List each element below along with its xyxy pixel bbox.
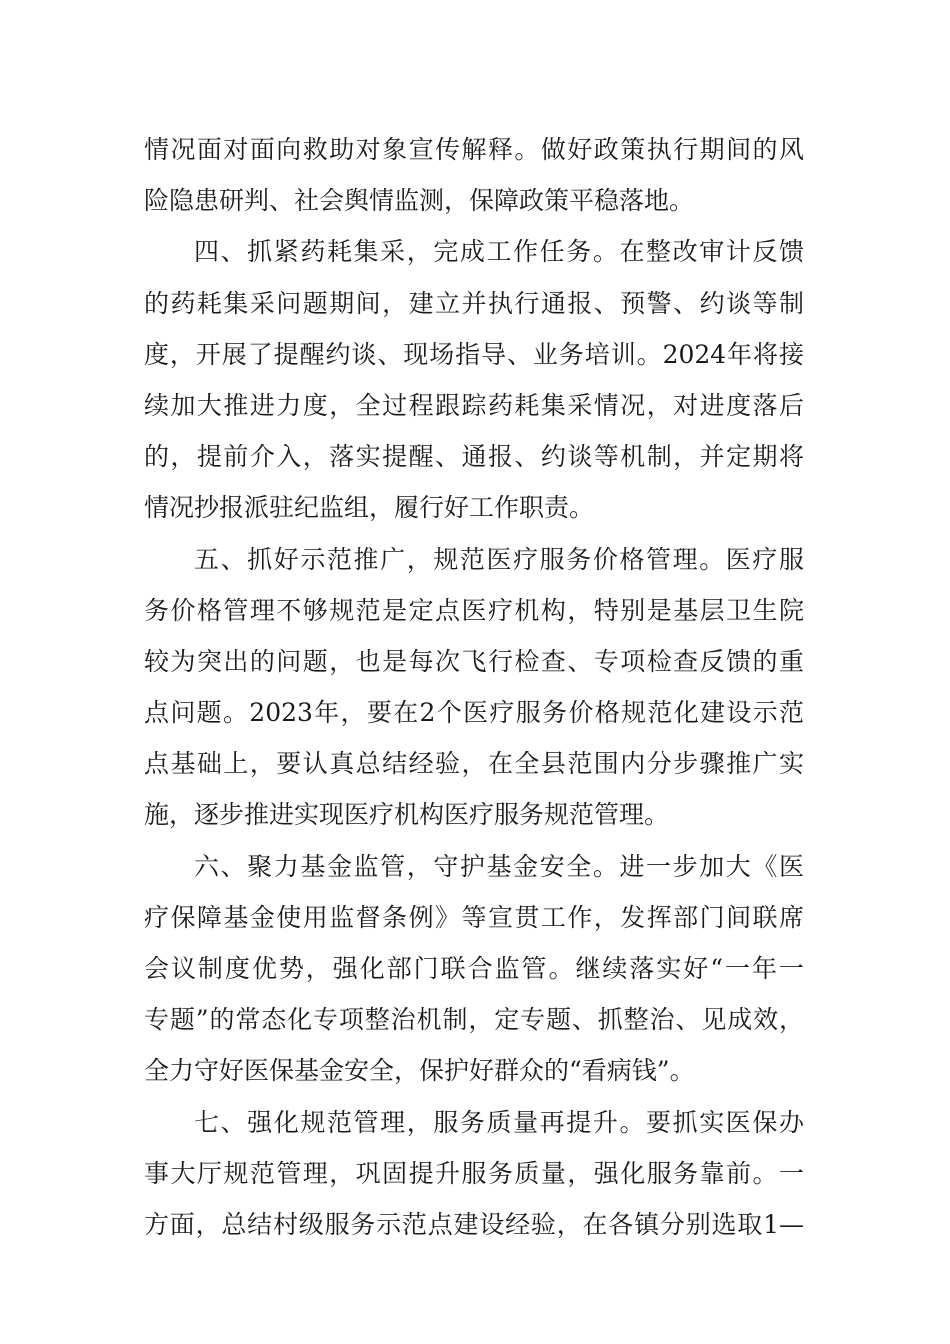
text-line: 施，逐步推进实现医疗机构医疗服务规范管理。 [144, 800, 670, 830]
text-line: 度，开展了提醒约谈、现场指导、业务培训。2024年将接 [144, 339, 804, 369]
section-heading-line: 五、抓好示范推广，规范医疗服务价格管理。医疗服 [194, 544, 804, 574]
text-line: 全力守好医保基金安全，保护好群众的“看病钱”。 [144, 1056, 695, 1086]
text-line: 专题”的常态化专项整治机制，定专题、抓整治、见成效， [144, 1005, 804, 1035]
text-line: 务价格管理不够规范是定点医疗机构，特别是基层卫生院 [144, 595, 804, 625]
text-line: 点问题。2023年，要在2个医疗服务价格规范化建设示范 [144, 698, 804, 728]
text-line: 险隐患研判、社会舆情监测，保障政策平稳落地。 [144, 186, 695, 216]
document-body [144, 124, 804, 1250]
text-line: 情况面对面向救助对象宣传解释。做好政策执行期间的风 [144, 135, 804, 164]
text-line: 方面，总结村级服务示范点建设经验，在各镇分别选取1— [144, 1209, 804, 1239]
text-line: 续加大推进力度，全过程跟踪药耗集采情况，对进度落后 [144, 390, 804, 420]
section-heading-line: 六、聚力基金监管，守护基金安全。进一步加大《医 [194, 851, 804, 881]
text-line: 会议制度优势，强化部门联合监管。继续落实好“一年一 [144, 954, 804, 983]
section-heading-line: 四、抓紧药耗集采，完成工作任务。在整改审计反馈 [194, 237, 804, 267]
text-line: 的药耗集采问题期间，建立并执行通报、预警、约谈等制 [144, 288, 804, 318]
text-line: 疗保障基金使用监督条例》等宣贯工作，发挥部门间联席 [144, 902, 804, 932]
text-line: 较为突出的问题，也是每次飞行检查、专项检查反馈的重 [144, 646, 804, 676]
text-line: 的，提前介入，落实提醒、通报、约谈等机制，并定期将 [144, 442, 804, 472]
section-heading-line: 七、强化规范管理，服务质量再提升。要抓实医保办 [194, 1107, 804, 1137]
text-line: 事大厅规范管理，巩固提升服务质量，强化服务靠前。一 [144, 1158, 804, 1188]
text-line: 点基础上，要认真总结经验，在全县范围内分步骤推广实 [144, 749, 804, 779]
text-line: 情况抄报派驻纪监组，履行好工作职责。 [144, 493, 595, 523]
